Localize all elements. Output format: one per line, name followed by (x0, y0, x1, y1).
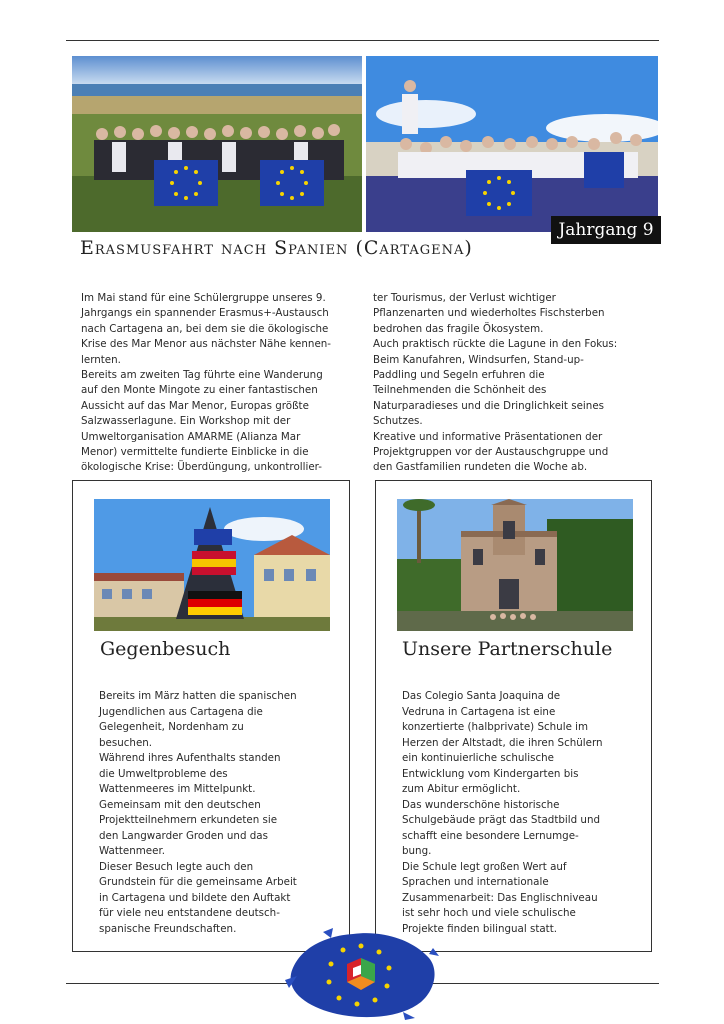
card-line: Während ihres Aufenthalts standen (99, 752, 281, 764)
card-line: Schulgebäude prägt das Stadtbild und (402, 814, 601, 826)
card-line: Zusammenarbeit: Das Englischniveau (402, 891, 598, 904)
card-line: Entwicklung vom Kindergarten bis (402, 767, 579, 780)
card-line: zum Abitur ermöglicht. (402, 783, 521, 795)
photo-school-building (397, 499, 633, 631)
card-line: Wattenmeeres im Mittelpunkt. (99, 783, 256, 795)
page-title: Erasmusfahrt nach Spanien (Cartagena) (80, 237, 473, 259)
card-line: Sprachen und internationale (402, 876, 549, 888)
intro-line: Bereits am zweiten Tag führte eine Wanderung (81, 369, 323, 382)
intro-line: Jahrgangs ein spannender Erasmus+-Austausch (81, 307, 329, 320)
intro-line: Projektgruppen vor der Austauschgruppe und (373, 446, 609, 459)
card-line: Gelegenheit, Nordenham zu (99, 721, 244, 733)
intro-line: Beim Kanufahren, Windsurfen, Stand-up- (373, 353, 584, 366)
photo-group-hill (72, 56, 362, 232)
card-line: für viele neu entstandene deutsch- (99, 907, 280, 919)
card-line: besuchen. (99, 736, 153, 749)
intro-line: Menor) vermittelte fundierte Einblicke in die (81, 446, 309, 459)
card-line: Jugendlichen aus Cartagena die (99, 705, 263, 718)
card-line: Grundstein für die gemeinsame Arbeit (99, 876, 297, 888)
card-line: den Langwarder Groden und das (99, 829, 268, 842)
card-line: Das Colegio Santa Joaquina de (402, 690, 561, 702)
intro-line: auf den Monte Mingote zu einer fantastischen (81, 384, 318, 397)
card-line: bung. (402, 845, 432, 857)
card-line: die Umweltprobleme des (99, 767, 228, 780)
card-line: Die Schule legt großen Wert auf (402, 860, 567, 873)
card-line: Dieser Besuch legte auch den (99, 860, 254, 873)
card-line: Wattenmeer. (99, 845, 166, 857)
card-line: Vedruna in Cartagena ist eine (402, 705, 556, 718)
erasmus-logo-icon (283, 928, 439, 1020)
photo-group-wall (366, 56, 658, 232)
year-badge: Jahrgang 9 (551, 216, 661, 244)
card-line: Projektteilnehmern erkundeten sie (99, 814, 278, 826)
intro-line: Im Mai stand für eine Schülergruppe unseres 9. (81, 292, 326, 304)
intro-line: Krise des Mar Menor aus nächster Nähe kennen- (81, 338, 332, 351)
card-left-title: Gegenbesuch (100, 638, 231, 660)
intro-line: ökologische Krise: Überdüngung, unkontrollier- (81, 461, 322, 474)
intro-line: Auch praktisch rückte die Lagune in den Fokus: (373, 338, 618, 351)
top-rule (66, 40, 659, 41)
intro-line: bedrohen das fragile Ökosystem. (373, 322, 544, 335)
card-line: ist sehr hoch und viele schulische (402, 907, 576, 919)
intro-line: nach Cartagena an, bei dem sie die ökologische (81, 322, 329, 335)
card-line: Das wunderschöne historische (402, 798, 560, 811)
intro-line: den Gastfamilien rundeten die Woche ab. (373, 461, 588, 474)
intro-line: Salzwasserlagune. Ein Workshop mit der (81, 415, 291, 428)
photo-maypole-flags (94, 499, 330, 631)
intro-line: Kreative und informative Präsentationen der (373, 430, 603, 443)
intro-line: Paddling und Segeln erfuhren die (373, 369, 545, 382)
card-line: Herzen der Altstadt, die ihren Schülern (402, 736, 603, 749)
intro-line: ter Tourismus, der Verlust wichtiger (373, 292, 556, 304)
card-line: Bereits im März hatten die spanischen (99, 690, 297, 702)
card-line: ein kontinuierliche schulische (402, 752, 554, 764)
intro-column-left (81, 291, 356, 476)
card-right-title: Unsere Partnerschule (402, 638, 613, 660)
card-right-text (402, 689, 642, 937)
intro-line: Umweltorganisation AMARME (Alianza Mar (81, 430, 301, 443)
card-left-text (99, 689, 339, 937)
card-line: Projekte finden bilingual statt. (402, 922, 558, 935)
intro-line: Schutzes. (373, 415, 423, 428)
card-line: schafft eine besondere Lernumge- (402, 829, 579, 842)
intro-line: Aussicht auf das Mar Menor, Europas größte (81, 399, 309, 412)
intro-column-right (373, 291, 658, 476)
intro-line: Naturparadieses und die Dringlichkeit seines (373, 399, 605, 412)
card-line: Gemeinsam mit den deutschen (99, 798, 261, 811)
card-line: konzertierte (halbprivate) Schule im (402, 721, 589, 733)
card-line: in Cartagena und bildete den Auftakt (99, 891, 291, 904)
intro-line: Teilnehmenden die Schönheit des (373, 384, 547, 397)
intro-line: Pflanzenarten und wiederholtes Fischsterben (373, 307, 605, 320)
card-line: spanische Freundschaften. (99, 922, 237, 935)
intro-line: lernten. (81, 353, 121, 366)
